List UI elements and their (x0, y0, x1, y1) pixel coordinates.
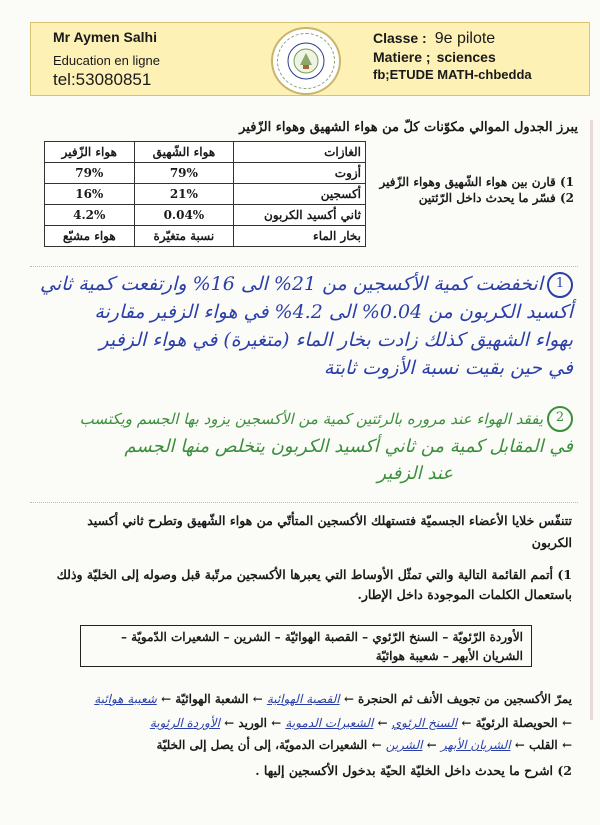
header-banner (30, 22, 590, 96)
answer-line: في المقابل كمية من ثاني أكسيد الكربون يتخلص منها الجسم (124, 436, 573, 457)
question-complete-path: 1) أتمم القائمة التالية والتي تمثّل الأوساط التي يعبرها الأكسجين مرتّبة قبل وصوله إلى الخليّة وذلك باستعمال الكلمات الموجودة داخل الإطار. (56, 567, 572, 602)
table-row (45, 163, 366, 184)
question-explain-cell: 2) اشرح ما يحدث داخل الخليّة الحيّة بدخول الأكسجين إليها . (255, 763, 572, 778)
answer-mark: 1 (547, 272, 573, 298)
answer-mark: 2 (547, 406, 573, 432)
table-cell: 79% (45, 163, 135, 184)
question-1: 1) قارن بين هواء الشّهيق وهواء الزّفير (379, 175, 574, 189)
table-row (45, 205, 366, 226)
table-cell: 16% (45, 184, 135, 205)
filled-answer: الشرين (385, 738, 423, 752)
table-cell: هواء مشبّع (45, 226, 135, 247)
gas-composition-table (44, 141, 366, 247)
word-box: الأوردة الرّئويّة – السنخ الرّئوي – القصبة الهوائيّة – الشرين – الشعيرات الدّمويّة – الشريان الأبهر – شعيبة هوائيّة (80, 625, 532, 667)
table-header: هواء الشّهيق (134, 142, 234, 163)
table-row (45, 184, 366, 205)
table-header: هواء الزّفير (45, 142, 135, 163)
class-info (373, 30, 532, 82)
answer-line: في حين بقيت نسبة الأزوت ثابتة (323, 357, 573, 379)
table-cell: 4.2% (45, 205, 135, 226)
table-header-row (45, 142, 366, 163)
table-cell: ثاني أكسيد الكربون (234, 205, 366, 226)
handwritten-answer-2 (25, 405, 573, 487)
margin-line (590, 120, 593, 720)
answer-line: بهواء الشهيق كذلك زادت بخار الماء (متغيرة) في هواء الزفير (99, 329, 573, 351)
table-cell: 21% (134, 184, 234, 205)
oxygen-path-line-2: ← الحويصلة الرئويّة ← السنخ الرئوي ← الشعيرات الدموية ← الوريد ← الأوردة الرئوية (149, 716, 572, 730)
answer-line: 2يفقد الهواء عند مروره بالرئتين كمية من الأكسجين يزود بها الجسم ويكتسب (25, 405, 573, 433)
questions-list (364, 175, 574, 207)
table-cell: أكسجين (234, 184, 366, 205)
answer-line: أكسيد الكربون من 0.04% الى 4.2% في هواء الزفير مقارنة (94, 301, 573, 323)
table-cell: بخار الماء (234, 226, 366, 247)
oxygen-path-line-1: يمرّ الأكسجين من تجويف الأنف ثم الحنجرة ← القصبة الهوائية ← الشعبة الهوائيّة ← شعيبة هوائية (94, 692, 572, 706)
teacher-phone: tel:53080851 (53, 70, 152, 89)
answer-line: 1انخفضت كمية الأكسجين من 21% الى 16% وارتفعت كمية ثاني (25, 270, 573, 298)
filled-answer: شعيبة هوائية (94, 692, 157, 706)
subject-label: Matiere ; (373, 49, 431, 65)
divider (30, 266, 578, 267)
table-cell: 0.04% (134, 205, 234, 226)
handwritten-answer-1 (25, 270, 573, 382)
table-cell: أزوت (234, 163, 366, 184)
table-row (45, 226, 366, 247)
filled-answer: القصبة الهوائية (266, 692, 340, 706)
school-logo-icon (271, 27, 341, 95)
subject-value: sciences (436, 49, 496, 65)
filled-answer: السنخ الرئوي (391, 716, 458, 730)
table-header: الغازات (234, 142, 366, 163)
divider (30, 502, 578, 503)
answer-line: عند الزفير (377, 463, 453, 484)
class-value: 9e pilote (434, 30, 496, 47)
class-label: Classe : (373, 30, 427, 46)
table-cell: 79% (134, 163, 234, 184)
teacher-name: Mr Aymen Salhi (53, 29, 157, 45)
filled-answer: الأوردة الرئوية (149, 716, 220, 730)
intro-text: يبرز الجدول الموالي مكوّنات كلّ من هواء الشهيق وهواء الزّفير (239, 120, 578, 135)
filled-answer: الشعيرات الدموية (285, 716, 374, 730)
teacher-info (53, 29, 160, 90)
table-cell: نسبة متغيّرة (134, 226, 234, 247)
question-2: 2) فسّر ما يحدث داخل الرّئتين (418, 191, 574, 205)
paragraph-2: تتنفّس خلايا الأعضاء الجسميّة فتستهلك الأكسجين المتأتّي من هواء الشّهيق وتطرح ثاني أكسيد الكربون (87, 513, 572, 550)
oxygen-path-line-3: ← القلب ← الشريان الأبهر ← الشرين ← الشعيرات الدمويّة، إلى أن يصل إلى الخليّة (156, 738, 572, 752)
teacher-subtitle: Education en ligne (53, 53, 160, 68)
facebook-handle: fb;ETUDE MATH-chbedda (373, 67, 532, 82)
filled-answer: الشريان الأبهر (440, 738, 511, 752)
